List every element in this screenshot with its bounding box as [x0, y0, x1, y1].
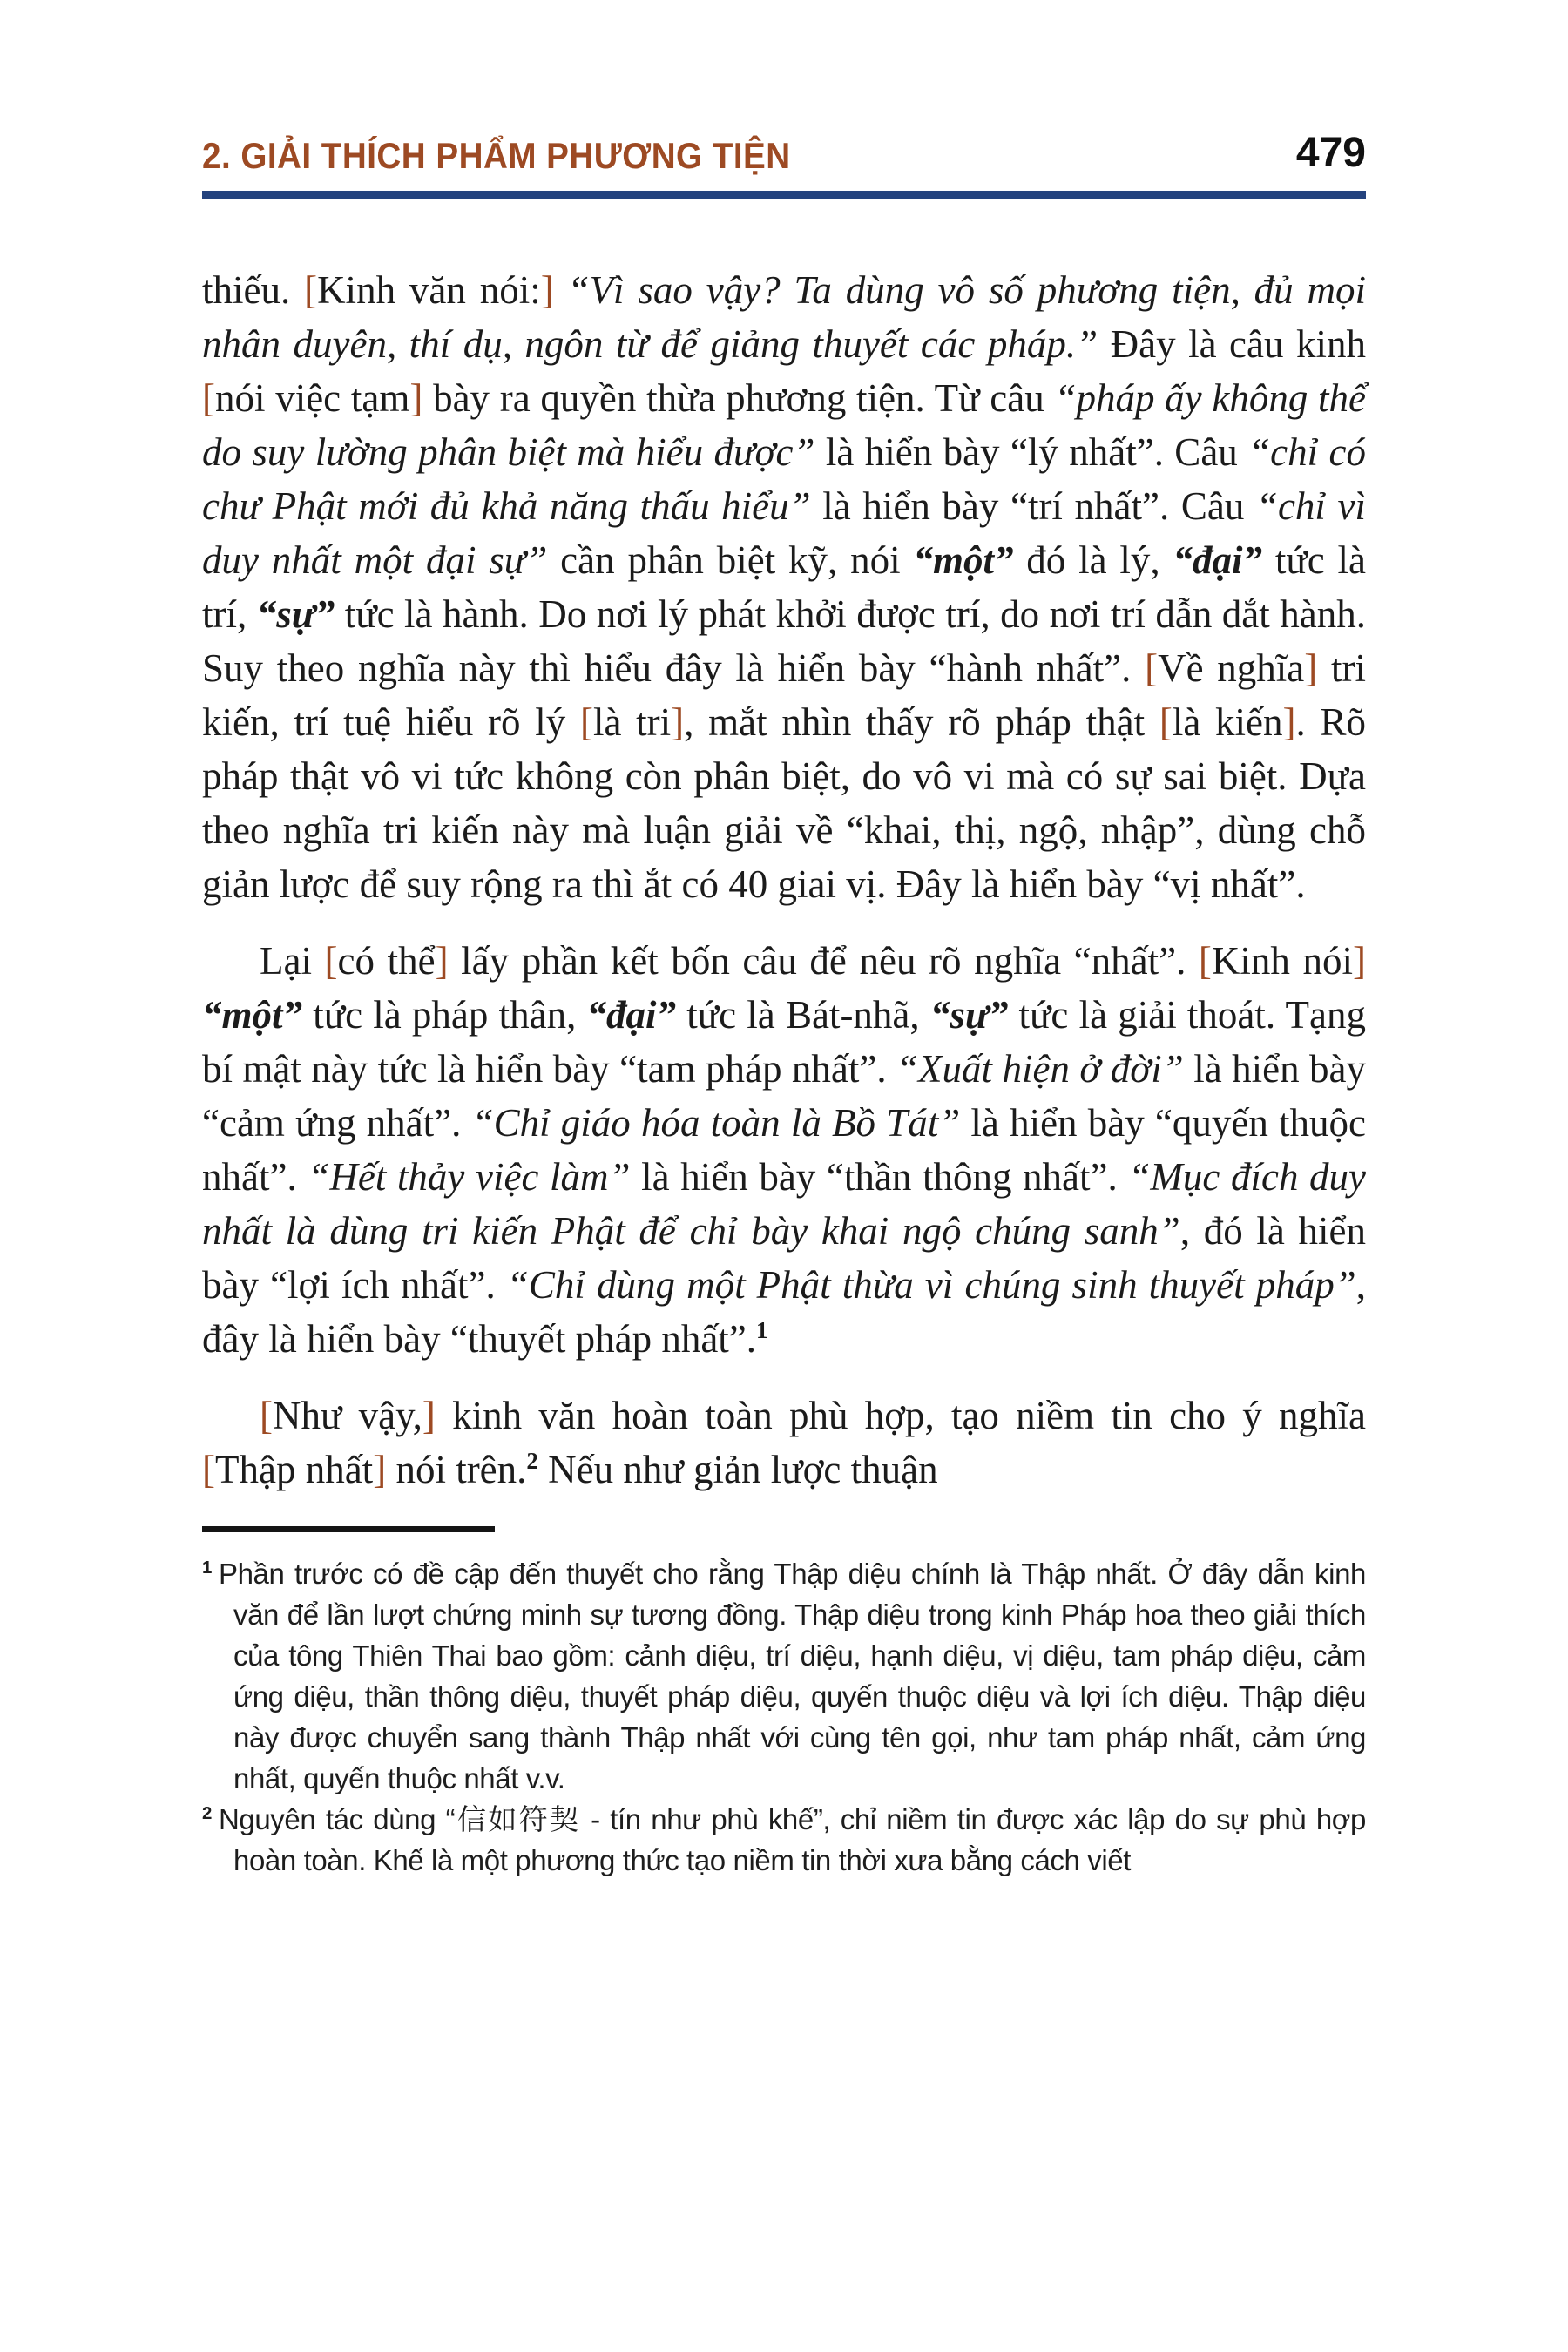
footnote-marker: 1 — [202, 1558, 212, 1578]
section-title: 2. GIẢI THÍCH PHẨM PHƯƠNG TIỆN — [202, 135, 791, 176]
footnote-text: Nguyên tác dùng “信如符契 - tín như phù khế”, chỉ niềm tin được xác lập do sự phù hợp hoàn toàn. Khế là một phương thức tạo niềm tin thời xưa bằng cách viết — [218, 1803, 1366, 1876]
body-paragraph: Lại [có thể] lấy phần kết bốn câu để nêu rõ nghĩa “nhất”. [Kinh nói] “một” tức là pháp thân, “đại” tức là Bát-nhã, “sự” tức là giải thoát. Tạng bí mật này tức là hiển bày “tam pháp nhất”. “Xuất hiện ở đời” là hiển bày “cảm ứng nhất”. “Chỉ giáo hóa toàn là Bồ Tát” là hiển bày “quyến thuộc nhất”. “Hết thảy việc làm” là hiển bày “thần thông nhất”. “Mục đích duy nhất là dùng tri kiến Phật để chỉ bày khai ngộ chúng sanh”, đó là hiển bày “lợi ích nhất”. “Chỉ dùng một Phật thừa vì chúng sinh thuyết pháp”, đây là hiển bày “thuyết pháp nhất”.$^1$ — [202, 939, 1367, 1361]
footnote-separator — [202, 1526, 495, 1532]
body-paragraph: [Như vậy,] kinh văn hoàn toàn phù hợp, tạo niềm tin cho ý nghĩa [Thập nhất] nói trên.$^2$ Nếu như giản lược thuận — [202, 1394, 1366, 1491]
footnote-text: Phần trước có đề cập đến thuyết cho rằng Thập diệu chính là Thập nhất. Ở đây dẫn kinh văn để lần lượt chứng minh sự tương đồng. Thập diệu trong kinh Pháp hoa theo giải thích của tông Thiên Thai bao gồm: cảnh diệu, trí diệu, hạnh diệu, vị diệu, tam pháp diệu, cảm ứng diệu, thần thông diệu, thuyết pháp diệu, quyến thuộc diệu và lợi ích diệu. Thập diệu này được chuyển sang thành Thập nhất với cùng tên gọi, như tam pháp nhất, cảm ứng nhất, quyến thuộc nhất v.v. — [218, 1558, 1366, 1794]
page-header — [202, 129, 1366, 177]
page-number: 479 — [1295, 130, 1366, 176]
footnote-marker: 2 — [202, 1803, 212, 1823]
footnote-item — [202, 1553, 1366, 1799]
body-text — [202, 263, 1366, 1497]
header-rule-divider — [202, 191, 1366, 199]
body-paragraph: thiếu. [Kinh văn nói:] “Vì sao vậy? Ta dùng vô số phương tiện, đủ mọi nhân duyên, thí dụ, ngôn từ để giảng thuyết các pháp.” Đây là câu kinh [nói việc tạm] bày ra quyền thừa phương tiện. Từ câu “pháp ấy không thể do suy lường phân biệt mà hiểu được” là hiển bày “lý nhất”. Câu “chỉ có chư Phật mới đủ khả năng thấu hiểu” là hiển bày “trí nhất”. Câu “chỉ vì duy nhất một đại sự” cần phân biệt kỹ, nói “một” đó là lý, “đại” tức là trí, “sự” tức là hành. Do nơi lý phát khởi được trí, do nơi trí dẫn dắt hành. Suy theo nghĩa này thì hiểu đây là hiển bày “hành nhất”. [Về nghĩa] tri kiến, trí tuệ hiểu rõ lý [là tri], mắt nhìn thấy rõ pháp thật [là kiến]. Rõ pháp thật vô vi tức không còn phân biệt, do vô vi mà có sự sai biệt. Dựa theo nghĩa tri kiến này mà luận giải về “khai, thị, ngộ, nhập”, dùng chỗ giản lược để suy rộng ra thì ắt có 40 giai vị. Đây là hiển bày “vị nhất”. — [202, 268, 1367, 906]
footnote-item — [202, 1799, 1366, 1881]
footnotes — [202, 1553, 1366, 1881]
